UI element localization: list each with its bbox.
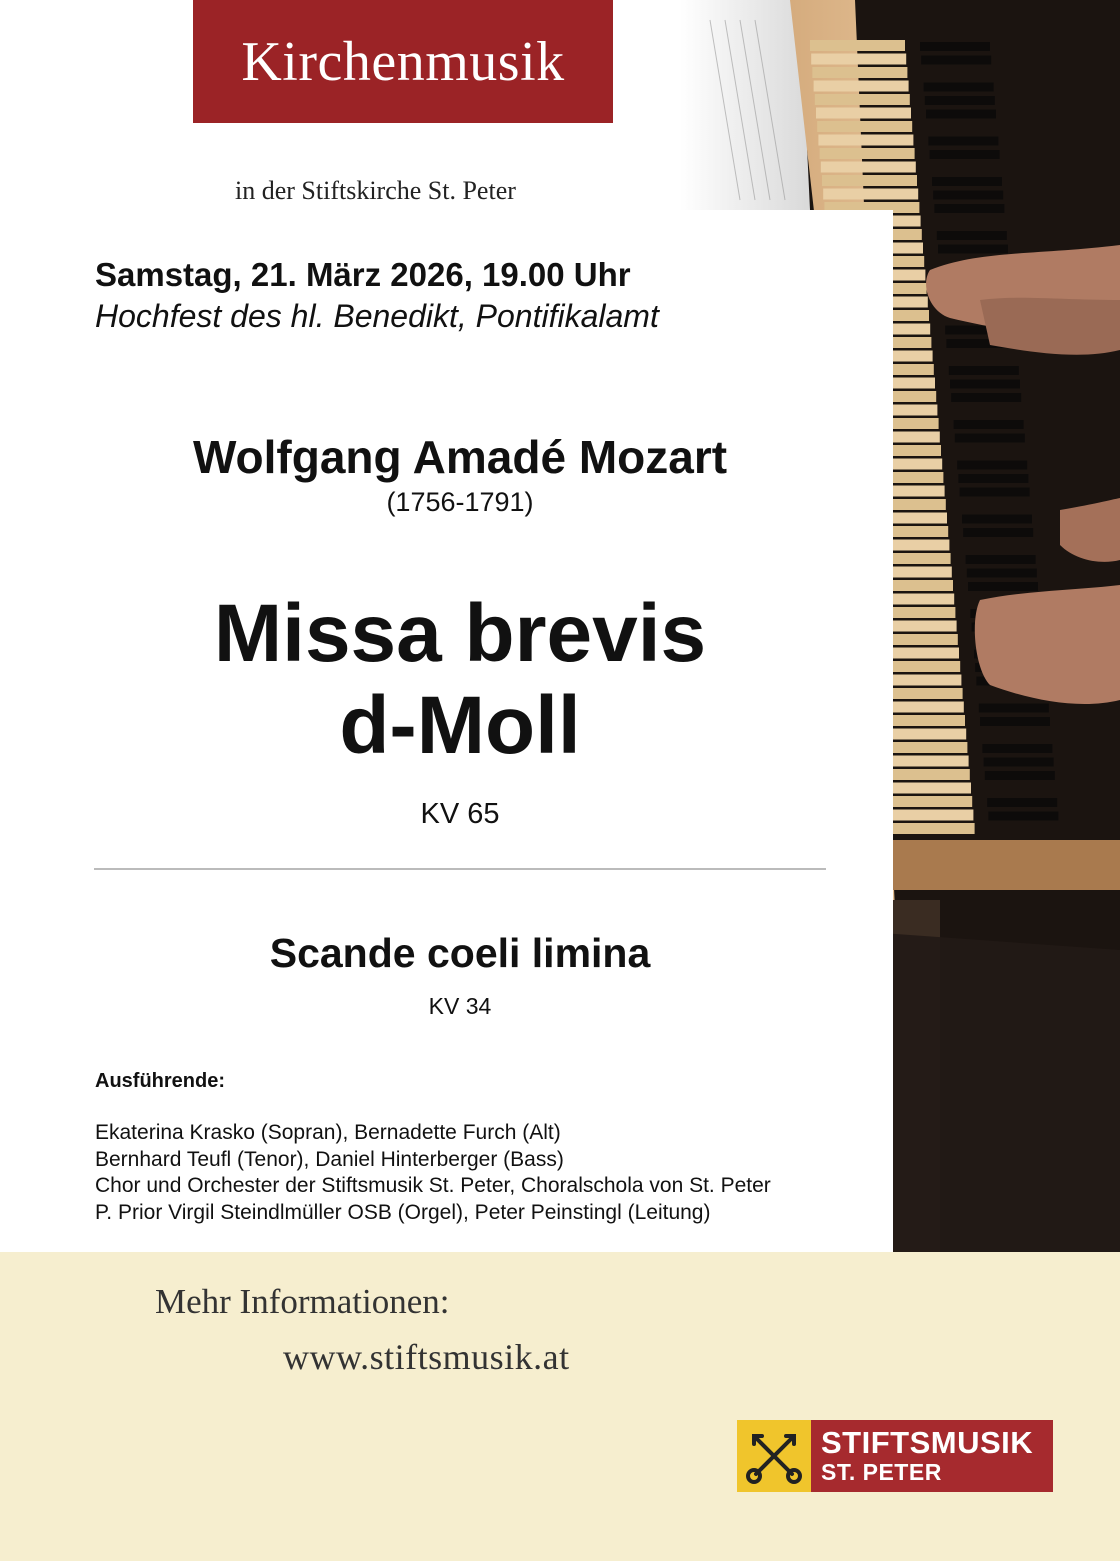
black-key xyxy=(937,231,1007,240)
black-key xyxy=(955,434,1025,443)
work1-catalog: KV 65 xyxy=(420,798,500,830)
venue-line: in der Stiftskirche St. Peter xyxy=(235,176,516,205)
more-info-label: Mehr Informationen: xyxy=(155,1282,450,1321)
white-key xyxy=(880,823,975,834)
section-divider xyxy=(94,868,826,870)
black-key xyxy=(928,137,998,146)
black-key xyxy=(962,515,1032,524)
composer-years: (1756-1791) xyxy=(386,487,534,517)
black-key xyxy=(938,245,1008,254)
black-key xyxy=(921,56,991,65)
black-key xyxy=(988,812,1058,821)
logo-line2: ST. PETER xyxy=(821,1459,942,1485)
logo-text xyxy=(811,1420,1053,1492)
white-key xyxy=(810,40,905,51)
work1-title-line2: d-Moll xyxy=(339,680,581,771)
work1-title xyxy=(40,588,880,772)
white-key xyxy=(812,67,907,78)
black-key xyxy=(984,758,1054,767)
white-key xyxy=(811,54,906,65)
black-key xyxy=(967,569,1037,578)
black-key xyxy=(966,555,1036,564)
black-key xyxy=(954,420,1024,429)
black-key xyxy=(924,83,994,92)
black-key xyxy=(968,582,1038,591)
white-key xyxy=(814,81,909,92)
performer-line: Chor und Orchester der Stiftsmusik St. Peter, Choralschola von St. Peter xyxy=(95,1174,771,1197)
white-key xyxy=(817,121,912,132)
performer-line: Ekaterina Krasko (Sopran), Bernadette Furch (Alt) xyxy=(95,1121,561,1144)
black-key xyxy=(982,744,1052,753)
event-date-time: Samstag, 21. März 2026, 19.00 Uhr xyxy=(95,256,631,293)
event-occasion: Hochfest des hl. Benedikt, Pontifikalamt xyxy=(95,298,659,334)
black-key xyxy=(963,528,1033,537)
stiftsmusik-logo xyxy=(737,1420,1053,1492)
black-key xyxy=(934,204,1004,213)
black-key xyxy=(930,150,1000,159)
black-key xyxy=(960,488,1030,497)
performers-label: Ausführende: xyxy=(95,1070,225,1092)
black-key xyxy=(985,771,1055,780)
white-key xyxy=(823,189,918,200)
black-key xyxy=(957,461,1027,470)
performers-list xyxy=(95,1120,771,1226)
black-key xyxy=(950,380,1020,389)
white-key xyxy=(821,162,916,173)
white-key xyxy=(818,135,913,146)
work2-catalog: KV 34 xyxy=(428,993,492,1019)
white-key xyxy=(822,175,917,186)
black-key xyxy=(933,191,1003,200)
black-key xyxy=(932,177,1002,186)
logo-line1: STIFTSMUSIK xyxy=(821,1425,1034,1460)
black-key xyxy=(980,717,1050,726)
white-key xyxy=(816,108,911,119)
work2-title: Scande coeli limina xyxy=(269,930,651,976)
black-key xyxy=(958,474,1028,483)
white-key xyxy=(815,94,910,105)
crossed-keys-icon xyxy=(737,1420,811,1492)
header-banner xyxy=(193,0,613,123)
black-key xyxy=(925,96,995,105)
black-key xyxy=(920,42,990,51)
performer-line: P. Prior Virgil Steindlmüller OSB (Orgel), Peter Peinstingl (Leitung) xyxy=(95,1200,711,1224)
black-key xyxy=(926,110,996,119)
white-key xyxy=(820,148,915,159)
composer-name: Wolfgang Amadé Mozart xyxy=(192,431,728,483)
website-link[interactable]: www.stiftsmusik.at xyxy=(283,1337,570,1377)
black-key xyxy=(951,393,1021,402)
black-key xyxy=(979,704,1049,713)
banner-title: Kirchenmusik xyxy=(241,30,565,93)
performer-line: Bernhard Teufl (Tenor), Daniel Hinterberger (Bass) xyxy=(95,1147,564,1171)
work1-title-line1: Missa brevis xyxy=(213,588,707,679)
black-key xyxy=(949,366,1019,375)
black-key xyxy=(987,798,1057,807)
